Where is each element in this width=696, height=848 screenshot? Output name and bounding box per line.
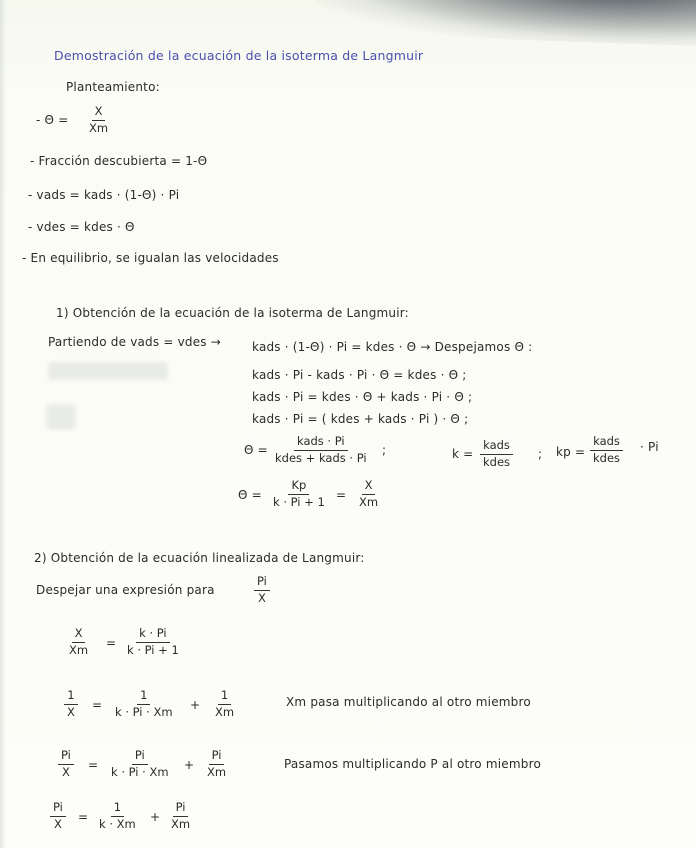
fraction-numerator: 1: [111, 802, 124, 817]
page-title: Demostración de la ecuación de la isoterma de Langmuir: [54, 48, 424, 63]
equilibrium-equation: kads · (1-Θ) · Pi = kdes · Θ → Despejamos Θ :: [252, 340, 533, 354]
equals-sign: =: [336, 488, 347, 502]
erased-smudge: [48, 362, 168, 380]
e4-rhs-fraction: [96, 802, 139, 830]
fraction-numerator: k · Pi: [136, 628, 170, 643]
planteamiento-heading: Planteamiento:: [66, 80, 160, 94]
e2-rhs-fraction: [112, 690, 176, 718]
fraction-denominator: X: [258, 590, 266, 605]
kp-lhs: kp =: [556, 445, 586, 459]
fraction-numerator: Pi: [132, 750, 148, 765]
separator: ;: [538, 447, 543, 461]
e2-note: Xm pasa multiplicando al otro miembro: [286, 695, 531, 709]
erased-smudge: [46, 404, 76, 430]
kp-tail: · Pi: [640, 440, 659, 454]
fraction-denominator: kdes: [593, 450, 621, 465]
fraction-numerator: kads: [590, 436, 623, 451]
fraction-numerator: 1: [218, 690, 231, 705]
fraction-denominator: X: [62, 764, 70, 779]
theta-lhs: Θ =: [244, 443, 268, 457]
fraction-denominator: Xm: [359, 494, 379, 509]
plus-sign: +: [190, 698, 201, 712]
fraction-denominator: Xm: [89, 120, 109, 135]
fraction-denominator: Xm: [215, 704, 235, 719]
fraction-denominator: Xm: [69, 642, 89, 657]
theta-fraction: [272, 436, 370, 464]
e1-lhs-fraction: [66, 628, 91, 656]
step-2: kads · Pi = kdes · Θ + kads · Pi · Θ ;: [252, 390, 473, 404]
fraction-denominator: kdes: [483, 454, 511, 469]
theta2-fraction-x: [356, 480, 381, 508]
e3-lhs-fraction: [58, 750, 74, 778]
section1-heading: 1) Obtención de la ecuación de la isoterma de Langmuir:: [56, 306, 409, 320]
fraction-denominator: Xm: [207, 764, 227, 779]
fraction-numerator: X: [362, 480, 376, 495]
e2-lhs-fraction: [64, 690, 78, 718]
fraction-numerator: Pi: [173, 802, 189, 817]
plus-sign: +: [150, 810, 161, 824]
e3-note: Pasamos multiplicando P al otro miembro: [284, 757, 541, 771]
fraction-denominator: Xm: [171, 816, 191, 831]
fraction-denominator: k · Xm: [99, 816, 136, 831]
e4-lhs-fraction: [50, 802, 66, 830]
bullet-fraccion-descubierta: - Fracción descubierta = 1-Θ: [30, 154, 208, 168]
despejar-fraction: [254, 576, 270, 604]
fraction-denominator: k · Pi · Xm: [115, 704, 173, 719]
fraction-numerator: Kp: [288, 480, 309, 495]
fraction-denominator: kdes + kads · Pi: [275, 450, 367, 465]
page-edge-shadow: [0, 0, 6, 848]
semicolon: ;: [382, 443, 387, 457]
fraction-denominator: k · Pi · Xm: [111, 764, 169, 779]
fraction-numerator: kads: [480, 440, 513, 455]
bullet-vads: - vads = kads · (1-Θ) · Pi: [28, 188, 180, 202]
fraction-denominator: k · Pi + 1: [127, 642, 179, 657]
e1-rhs-fraction: [124, 628, 182, 656]
equals-sign: =: [92, 698, 103, 712]
page-shadow: [315, 0, 696, 47]
fraction-numerator: 1: [137, 690, 150, 705]
bullet-theta-lhs: - Θ =: [36, 113, 69, 127]
fraction-numerator: X: [92, 106, 106, 121]
equals-sign: =: [88, 758, 99, 772]
fraction-denominator: X: [67, 704, 75, 719]
fraction-numerator: Pi: [254, 576, 270, 591]
theta2-lhs: Θ =: [238, 488, 262, 502]
fraction-numerator: Pi: [50, 802, 66, 817]
bullet-theta-fraction: [86, 106, 111, 134]
step-3: kads · Pi = ( kdes + kads · Pi ) · Θ ;: [252, 412, 469, 426]
despejar-text: Despejar una expresión para: [36, 583, 215, 597]
fraction-denominator: X: [54, 816, 62, 831]
fraction-numerator: Pi: [58, 750, 74, 765]
e2-rhs2-fraction: [212, 690, 237, 718]
section2-heading: 2) Obtención de la ecuación linealizada de Langmuir:: [34, 551, 365, 565]
plus-sign: +: [184, 758, 195, 772]
partiendo-text: Partiendo de vads = vdes →: [48, 335, 222, 349]
e3-rhs2-fraction: [204, 750, 229, 778]
fraction-numerator: X: [72, 628, 86, 643]
k-fraction: [480, 440, 513, 468]
theta2-fraction: [270, 480, 328, 508]
fraction-numerator: 1: [64, 690, 77, 705]
equals-sign: =: [106, 636, 117, 650]
bullet-vdes: - vdes = kdes · Θ: [28, 220, 135, 234]
step-1: kads · Pi - kads · Pi · Θ = kdes · Θ ;: [252, 368, 467, 382]
fraction-numerator: Pi: [209, 750, 225, 765]
fraction-numerator: kads · Pi: [294, 436, 348, 451]
equals-sign: =: [78, 810, 89, 824]
fraction-denominator: k · Pi + 1: [273, 494, 325, 509]
k-lhs: k =: [452, 447, 474, 461]
kp-fraction: [590, 436, 623, 464]
e3-rhs-fraction: [108, 750, 172, 778]
e4-rhs2-fraction: [168, 802, 193, 830]
bullet-equilibrio: - En equilibrio, se igualan las velocidades: [22, 251, 279, 265]
